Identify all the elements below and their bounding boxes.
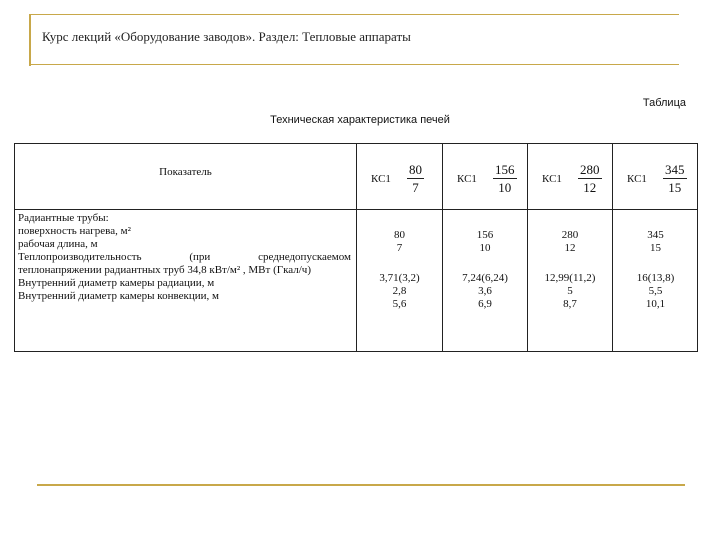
table-label: Таблица	[642, 97, 686, 109]
param-surface: поверхность нагрева, м²	[18, 225, 131, 237]
header-top-rule	[29, 14, 679, 15]
param-column-header: Показатель	[159, 166, 212, 178]
cell-rad-diameter: 3,6	[478, 285, 492, 297]
data-column-ks1-280	[528, 229, 612, 311]
header-row-divider	[15, 209, 697, 210]
fraction-numerator: 156	[495, 162, 515, 177]
param-conv-diameter: Внутренний диаметр камеры конвекции, м	[18, 290, 219, 302]
footer-rule	[37, 484, 685, 486]
column-fraction	[578, 161, 602, 196]
header-left-rule	[29, 14, 31, 66]
data-column-ks1-345	[613, 229, 698, 311]
cell-rad-diameter: 2,8	[392, 285, 407, 297]
table-title: Техническая характеристика печей	[270, 114, 450, 126]
param-power-cont: теплонапряжении радиантных труб 34,8 кВт/м² , МВт (Гкал/ч)	[18, 264, 311, 276]
param-power	[18, 251, 351, 264]
param-rad-diameter: Внутренний диаметр камеры радиации, м	[18, 277, 215, 289]
cell-power: 7,24(6,24)	[462, 272, 508, 284]
column-label: КС1	[542, 173, 562, 185]
param-power-word: среднедопускаемом	[258, 251, 351, 263]
page-header-title: Курс лекций «Оборудование заводов». Раздел: Тепловые аппараты	[42, 29, 411, 44]
cell-conv-diameter: 8,7	[563, 298, 577, 310]
param-length: рабочая длина, м	[18, 238, 98, 250]
param-power-word: (при	[189, 251, 211, 263]
cell-length: 15	[650, 242, 661, 254]
cell-power: 12,99(11,2)	[544, 272, 596, 284]
fraction-numerator: 280	[580, 162, 600, 177]
cell-surface: 280	[561, 229, 579, 241]
cell-power: 3,71(3,2)	[379, 272, 420, 284]
cell-surface: 345	[647, 229, 664, 241]
cell-length: 10	[479, 242, 491, 254]
column-fraction	[493, 161, 517, 196]
furnace-spec-table	[14, 143, 698, 352]
data-column-ks1-80	[357, 229, 442, 311]
column-fraction	[663, 161, 687, 196]
cell-conv-diameter: 5,6	[392, 298, 407, 310]
column-header-ks1-156	[443, 161, 527, 195]
cell-surface: 156	[476, 229, 494, 241]
cell-conv-diameter: 6,9	[478, 298, 492, 310]
data-column-ks1-156	[443, 229, 527, 311]
param-power-word: Теплопроизводительность	[18, 251, 142, 263]
column-fraction	[407, 161, 424, 196]
param-radiant-tubes: Радиантные трубы:	[18, 212, 109, 224]
cell-length: 7	[396, 242, 403, 254]
column-label: КС1	[627, 173, 647, 185]
fraction-denominator: 15	[668, 180, 682, 195]
cell-power: 16(13,8)	[636, 272, 675, 284]
column-header-ks1-80	[357, 161, 442, 195]
cell-surface: 80	[394, 229, 405, 241]
fraction-numerator: 80	[409, 162, 422, 177]
header-bottom-rule	[29, 64, 679, 65]
column-label: КС1	[371, 173, 391, 185]
cell-rad-diameter: 5,5	[648, 285, 663, 297]
cell-rad-diameter: 5	[567, 285, 573, 297]
fraction-denominator: 12	[583, 180, 597, 195]
fraction-numerator: 345	[665, 162, 685, 177]
cell-conv-diameter: 10,1	[645, 298, 666, 310]
fraction-denominator: 10	[498, 180, 512, 195]
cell-length: 12	[564, 242, 576, 254]
param-list	[18, 212, 351, 303]
column-label: КС1	[457, 173, 477, 185]
column-header-ks1-345	[613, 161, 698, 195]
fraction-denominator: 7	[412, 180, 419, 195]
column-header-ks1-280	[528, 161, 612, 195]
